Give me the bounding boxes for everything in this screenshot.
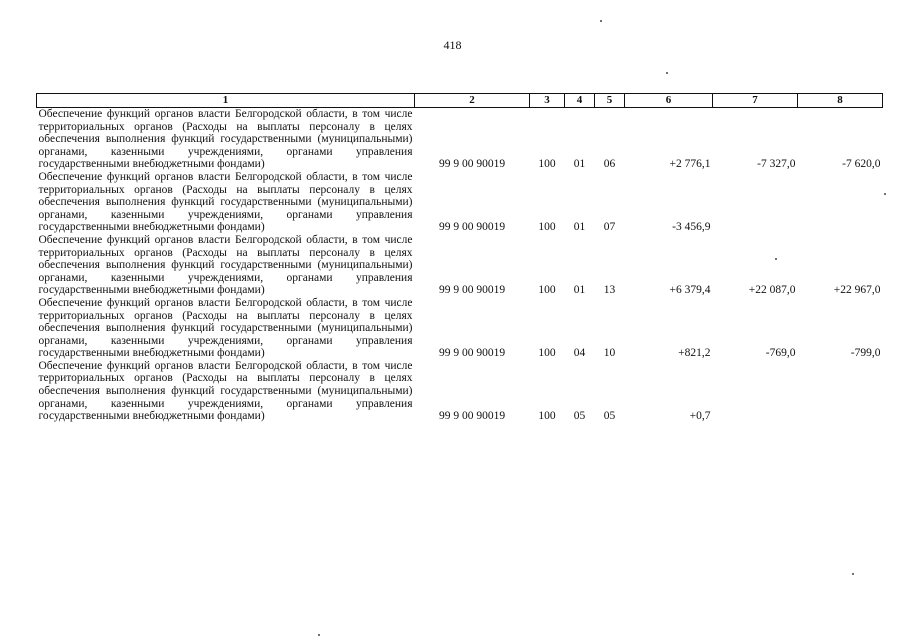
row-code: 99 9 00 90019 xyxy=(438,221,506,234)
scan-speck xyxy=(775,258,777,260)
row-description: Обеспечение функций органов власти Белгородской области, в том числе территориальных органов (Расходы на выплаты персоналу в целях обеспечения выполнения функций государственными (муниципальными) органами, казенными учреждениями, органами управления государственными внебюджетными фондами) xyxy=(38,296,413,360)
column-header-8: 8 xyxy=(798,94,883,108)
column-header-7: 7 xyxy=(713,94,798,108)
row-col7: -7 327,0 xyxy=(757,158,796,171)
row-col6: +6 379,4 xyxy=(669,284,711,297)
row-col5: 06 xyxy=(603,158,616,171)
table-row xyxy=(37,234,883,297)
header-row xyxy=(37,94,883,108)
page-number: 418 xyxy=(443,38,462,52)
scan-speck xyxy=(318,634,320,636)
row-col8: +22 967,0 xyxy=(833,284,881,297)
row-col4: 01 xyxy=(573,284,586,297)
row-col5: 10 xyxy=(603,347,616,360)
row-col5: 07 xyxy=(603,221,616,234)
column-header-2: 2 xyxy=(415,94,530,108)
column-header-4: 4 xyxy=(565,94,595,108)
column-header-1: 1 xyxy=(37,94,415,108)
row-col6: +821,2 xyxy=(678,347,711,360)
row-col4: 01 xyxy=(573,221,586,234)
row-description: Обеспечение функций органов власти Белгородской области, в том числе территориальных органов (Расходы на выплаты персоналу в целях обеспечения выполнения функций государственными (муниципальными) органами, казенными учреждениями, органами управления государственными внебюджетными фондами) xyxy=(38,233,413,297)
budget-table xyxy=(36,93,883,423)
row-description: Обеспечение функций органов власти Белгородской области, в том числе территориальных органов (Расходы на выплаты персоналу в целях обеспечения выполнения функций государственными (муниципальными) органами, казенными учреждениями, органами управления государственными внебюджетными фондами) xyxy=(38,170,413,234)
row-description: Обеспечение функций органов власти Белгородской области, в том числе территориальных органов (Расходы на выплаты персоналу в целях обеспечения выполнения функций государственными (муниципальными) органами, казенными учреждениями, органами управления государственными внебюджетными фондами) xyxy=(38,108,413,171)
row-col7: +22 087,0 xyxy=(748,284,796,297)
column-header-5: 5 xyxy=(595,94,625,108)
row-col3: 100 xyxy=(538,410,556,423)
row-col4: 01 xyxy=(573,158,586,171)
row-code: 99 9 00 90019 xyxy=(438,158,506,171)
row-col4: 05 xyxy=(573,410,586,423)
row-col7 xyxy=(713,360,798,423)
row-col7 xyxy=(713,171,798,234)
scan-speck xyxy=(666,72,668,74)
column-header-6: 6 xyxy=(625,94,713,108)
table-row xyxy=(37,108,883,171)
row-col3: 100 xyxy=(538,158,556,171)
row-col8: -799,0 xyxy=(850,347,881,360)
row-col8 xyxy=(798,360,883,423)
row-col5: 13 xyxy=(603,284,616,297)
row-col6: +0,7 xyxy=(689,410,711,423)
row-code: 99 9 00 90019 xyxy=(438,410,506,423)
scan-speck xyxy=(884,193,886,195)
column-header-3: 3 xyxy=(530,94,565,108)
scan-speck xyxy=(600,20,602,22)
row-col7: -769,0 xyxy=(765,347,796,360)
row-col3: 100 xyxy=(538,347,556,360)
table-row xyxy=(37,360,883,423)
row-code: 99 9 00 90019 xyxy=(438,284,506,297)
scan-speck xyxy=(852,573,854,575)
row-col5: 05 xyxy=(603,410,616,423)
row-col6: +2 776,1 xyxy=(669,158,711,171)
row-description: Обеспечение функций органов власти Белгородской области, в том числе территориальных органов (Расходы на выплаты персоналу в целях обеспечения выполнения функций государственными (муниципальными) органами, казенными учреждениями, органами управления государственными внебюджетными фондами) xyxy=(38,359,413,423)
row-col8: -7 620,0 xyxy=(842,158,881,171)
row-code: 99 9 00 90019 xyxy=(438,347,506,360)
row-col3: 100 xyxy=(538,284,556,297)
row-col3: 100 xyxy=(538,221,556,234)
row-col6: -3 456,9 xyxy=(672,221,711,234)
row-col4: 04 xyxy=(573,347,586,360)
row-col8 xyxy=(798,171,883,234)
table-row xyxy=(37,171,883,234)
table-row xyxy=(37,297,883,360)
